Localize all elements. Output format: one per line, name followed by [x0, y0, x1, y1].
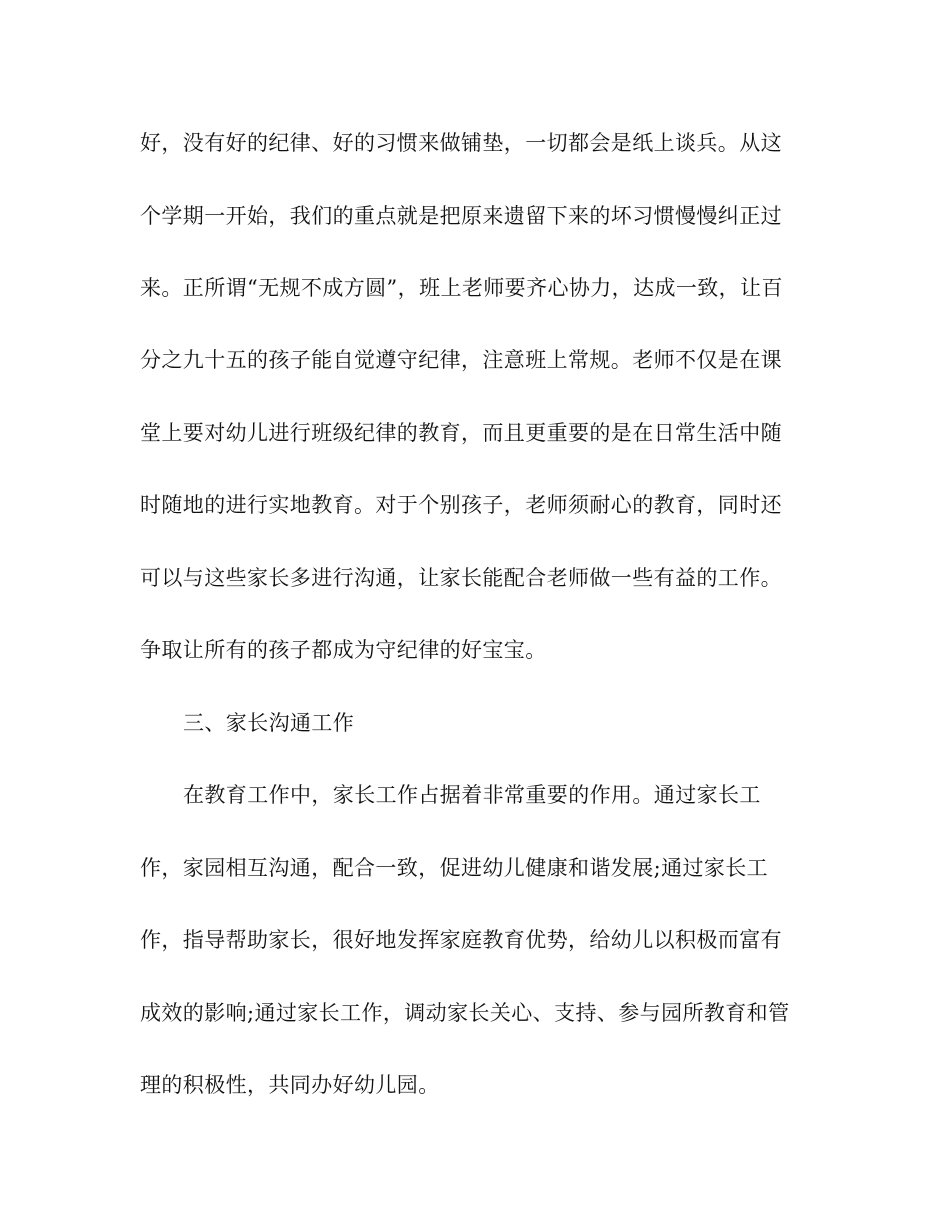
section-heading: 三、家长沟通工作	[183, 711, 355, 735]
paragraph-line: 作，指导帮助家长，很好地发挥家庭教育优势，给幼儿以积极而富有	[140, 928, 782, 952]
paragraph-line: 来。正所谓“无规不成方圆”，班上老师要齐心协力，达成一致，让百	[140, 276, 783, 300]
paragraph-line: 堂上要对幼儿进行班级纪律的教育，而且更重要的是在日常生活中随	[140, 421, 782, 445]
paragraph-line: 在教育工作中，家长工作占据着非常重要的作用。通过家长工	[183, 783, 761, 807]
paragraph-line: 可以与这些家长多进行沟通，让家长能配合老师做一些有益的工作。	[140, 566, 782, 590]
paragraph-line: 成效的影响;通过家长工作，调动家长关心、支持、参与园所教育和管	[140, 1001, 790, 1025]
paragraph-line: 好，没有好的纪律、好的习惯来做铺垫，一切都会是纸上谈兵。从这	[140, 131, 782, 155]
paragraph-line: 分之九十五的孩子能自觉遵守纪律，注意班上常规。老师不仅是在课	[140, 348, 782, 372]
paragraph-line: 作，家园相互沟通，配合一致，促进幼儿健康和谐发展;通过家长工	[140, 856, 769, 880]
paragraph-line: 个学期一开始，我们的重点就是把原来遗留下来的坏习惯慢慢纠正过	[140, 204, 782, 228]
paragraph-line: 时随地的进行实地教育。对于个别孩子，老师须耐心的教育，同时还	[140, 493, 782, 517]
paragraph-line: 理的积极性，共同办好幼儿园。	[140, 1073, 440, 1097]
paragraph-line: 争取让所有的孩子都成为守纪律的好宝宝。	[140, 638, 547, 662]
